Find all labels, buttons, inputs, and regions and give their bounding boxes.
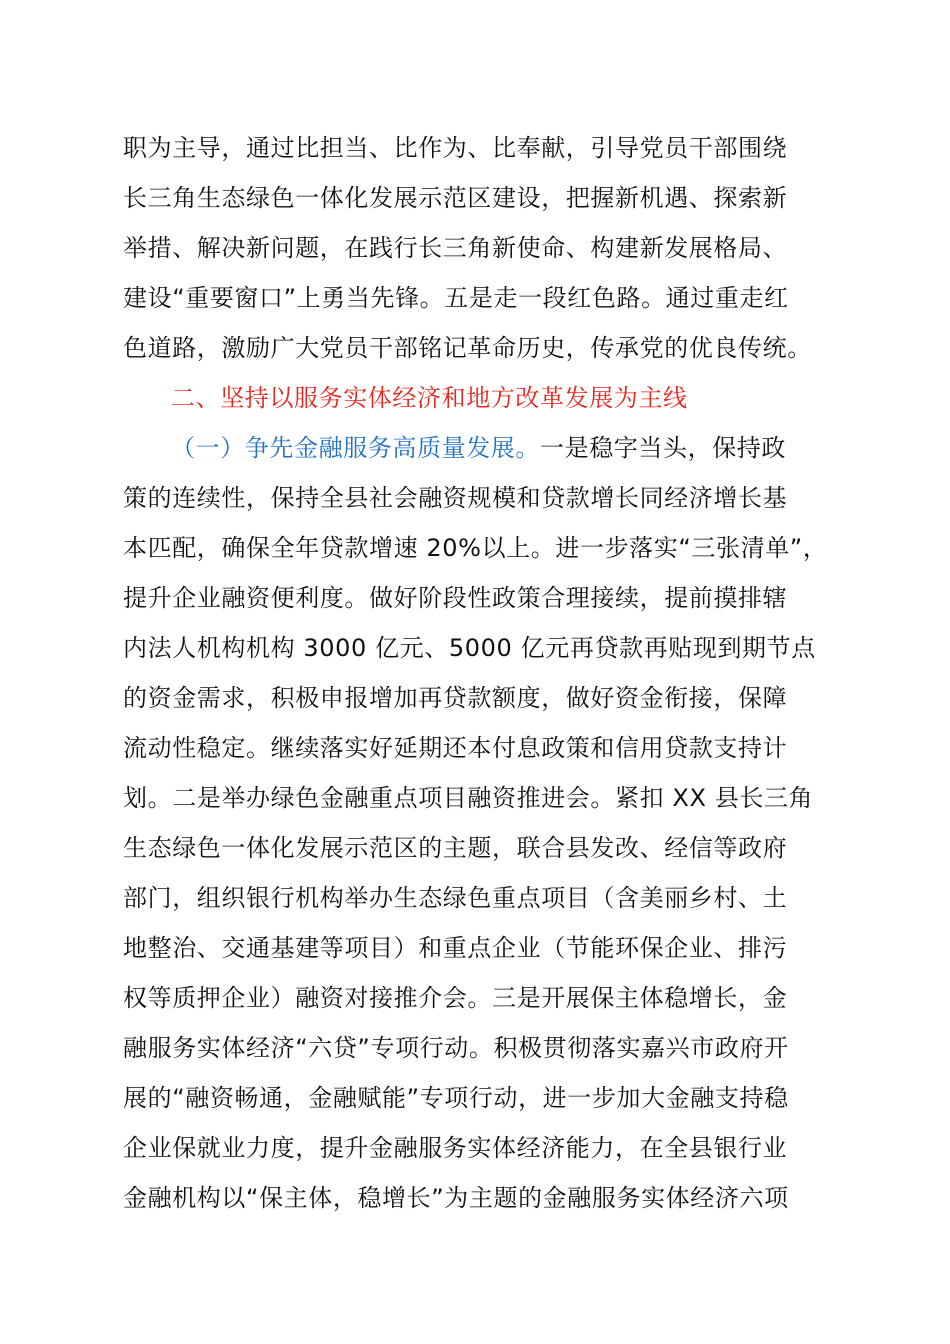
subsection-paragraph-start [171, 431, 891, 465]
body-text-line: 的资金需求，积极申报增加再贷款额度，做好资金衔接，保障 [123, 684, 788, 712]
body-text-line: 策的连续性，保持全县社会融资规模和贷款增长同经济增长基 [123, 484, 788, 512]
body-text-line: 展的“融资畅通，金融赋能”专项行动，进一步加大金融支持稳 [123, 1084, 789, 1112]
body-text-line: 举措、解决新问题，在践行长三角新使命、构建新发展格局、 [123, 234, 788, 262]
body-text-line: 部门，组织银行机构举办生态绿色重点项目（含美丽乡村、土 [123, 884, 788, 912]
body-text-line: 长三角生态绿色一体化发展示范区建设，把握新机遇、探索新 [123, 184, 788, 212]
body-text-line: 划。二是举办绿色金融重点项目融资推进会。紧扣 XX 县长三角 [123, 784, 814, 812]
body-text-line: 融服务实体经济“六贷”专项行动。积极贯彻落实嘉兴市政府开 [123, 1034, 789, 1062]
subsection-heading: （一）争先金融服务高质量发展。 [171, 434, 540, 462]
body-text-line: 本匹配，确保全年贷款增速 20%以上。进一步落实“三张清单”， [123, 534, 828, 562]
body-text-line: 地整治、交通基建等项目）和重点企业（节能环保企业、排污 [123, 934, 788, 962]
body-text-span: 一是稳字当头，保持政 [540, 434, 786, 462]
body-text-line: 生态绿色一体化发展示范区的主题，联合县发改、经信等政府 [123, 834, 788, 862]
body-text-line: 建设“重要窗口”上勇当先锋。五是走一段红色路。通过重走红 [123, 284, 789, 312]
body-text-line: 金融机构以“保主体，稳增长”为主题的金融服务实体经济六项 [123, 1184, 789, 1212]
body-text-line: 职为主导，通过比担当、比作为、比奉献，引导党员干部围绕 [123, 134, 788, 162]
body-text-line: 内法人机构机构 3000 亿元、5000 亿元再贷款再贴现到期节点 [123, 634, 816, 662]
body-text-line: 流动性稳定。继续落实好延期还本付息政策和信用贷款支持计 [123, 734, 788, 762]
body-text-line: 色道路，激励广大党员干部铭记革命历史，传承党的优良传统。 [123, 334, 812, 362]
body-text-line: 提升企业融资便利度。做好阶段性政策合理接续，提前摸排辖 [123, 584, 788, 612]
body-text-line: 权等质押企业）融资对接推介会。三是开展保主体稳增长，金 [123, 984, 788, 1012]
body-text-line: 企业保就业力度，提升金融服务实体经济能力，在全县银行业 [123, 1134, 788, 1162]
section-heading: 二、坚持以服务实体经济和地方改革发展为主线 [171, 384, 688, 412]
